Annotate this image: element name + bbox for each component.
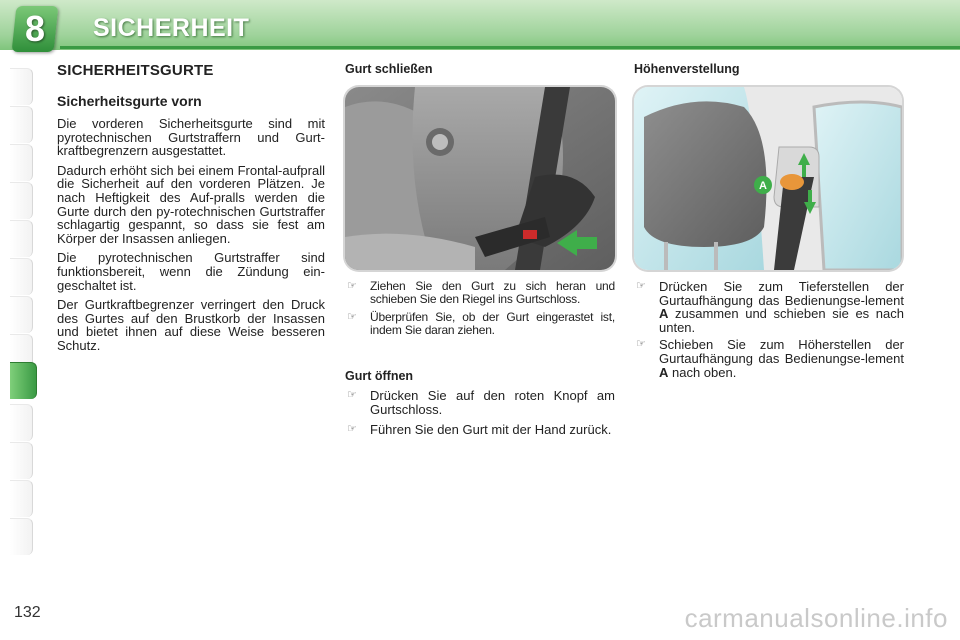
seatbelt-buckle-drawing [345,87,615,270]
chapter-tab[interactable] [10,182,33,219]
watermark: carmanualsonline.info [684,603,948,633]
bullet-text: Überprüfen Sie, ob der Gurt eingerastet ist, indem Sie daran ziehen. [370,310,615,337]
bullet-text: Drücken Sie zum Tieferstellen der Gurtaufhängung das Bedienungse-lement [659,279,904,308]
bullet-text: Drücken Sie auf den roten Knopf am Gurtschloss. [370,388,615,417]
subsection-heading: Sicherheitsgurte vorn [57,93,202,109]
chapter-tab[interactable] [10,258,33,295]
pointing-hand-icon: ☞ [636,280,646,292]
page-number: 132 [14,604,41,621]
bullet-text: zusammen und schieben sie es nach unten. [659,306,904,335]
chapter-tab[interactable] [10,68,33,105]
instruction-bullet [634,280,904,334]
seatbelt-buckle-illustration [345,87,615,270]
paragraph: Die vorderen Sicherheitsgurte sind mit pyrotechnischen Gurtstraffern und Gurt-kraftbegrenzern ausgestattet. [57,116,325,159]
chapter-tab[interactable] [10,442,33,479]
right-bullets [634,280,904,379]
left-column [57,62,325,353]
pointing-hand-icon: ☞ [347,280,357,292]
instruction-bullet [345,280,615,305]
right-column [634,62,904,76]
middle-column [345,62,615,76]
paragraph: Dadurch erhöht sich bei einem Frontal-aufprall die Sicherheit auf den vorderen Plätzen. Je nach Heftigkeit des Auf-pralls werden die Gurte durch den py-rotechnischen Gurtstraffer schlagartig gespannt, so dass sie fest am Körper der Insassen anliegen. [57,162,325,246]
paragraph: Die pyrotechnischen Gurtstraffer sind funktionsbereit, wenn die Zündung ein-geschaltet ist. [57,250,325,293]
section-heading: Gurt schließen [345,62,433,76]
middle-bullets [345,280,615,336]
instruction-bullet [345,389,615,416]
bullet-text: Ziehen Sie den Gurt zu sich heran und schieben Sie den Riegel ins Gurtschloss. [370,279,615,306]
instruction-bullet [634,338,904,379]
chapter-tab[interactable] [10,404,33,441]
section-heading: SICHERHEITSGURTE [57,62,214,79]
bullet-text: Schieben Sie zum Höherstellen der Gurtaufhängung das Bedienungse-lement [659,337,904,366]
instruction-bullet [345,423,615,437]
chapter-tab[interactable] [10,220,33,257]
instruction-bullet [345,311,615,336]
chapter-tab-active[interactable] [10,362,37,399]
header-rule [60,46,960,49]
belt-height-adjuster-illustration [634,87,902,270]
chapter-tab[interactable] [10,106,33,143]
bullet-text: nach oben. [668,364,737,380]
bullet-text: Führen Sie den Gurt mit der Hand zurück. [370,422,612,438]
middle-bullets-2 [345,369,615,437]
section-heading: Höhenverstellung [634,62,740,76]
pointing-hand-icon: ☞ [347,311,357,323]
chapter-tab[interactable] [10,296,33,333]
chapter-tabs [10,68,32,578]
chapter-number: 8 [24,8,46,49]
element-label: A [659,364,669,380]
chapter-tab[interactable] [10,518,33,555]
chapter-tab[interactable] [10,144,33,181]
section-heading: Gurt öffnen [345,369,414,383]
pointing-hand-icon: ☞ [347,389,357,401]
callout-label-a: A [759,180,767,192]
belt-height-drawing [634,87,902,270]
paragraph: Der Gurtkraftbegrenzer verringert den Druck des Gurtes auf den Brustkorb der Insassen und bietet ihnen auf diese Weise besseren Schutz. [57,297,325,353]
pointing-hand-icon: ☞ [636,338,646,351]
chapter-tab[interactable] [10,480,33,517]
chapter-title: SICHERHEIT [93,14,250,42]
element-label: A [659,306,669,322]
pointing-hand-icon: ☞ [347,423,357,436]
